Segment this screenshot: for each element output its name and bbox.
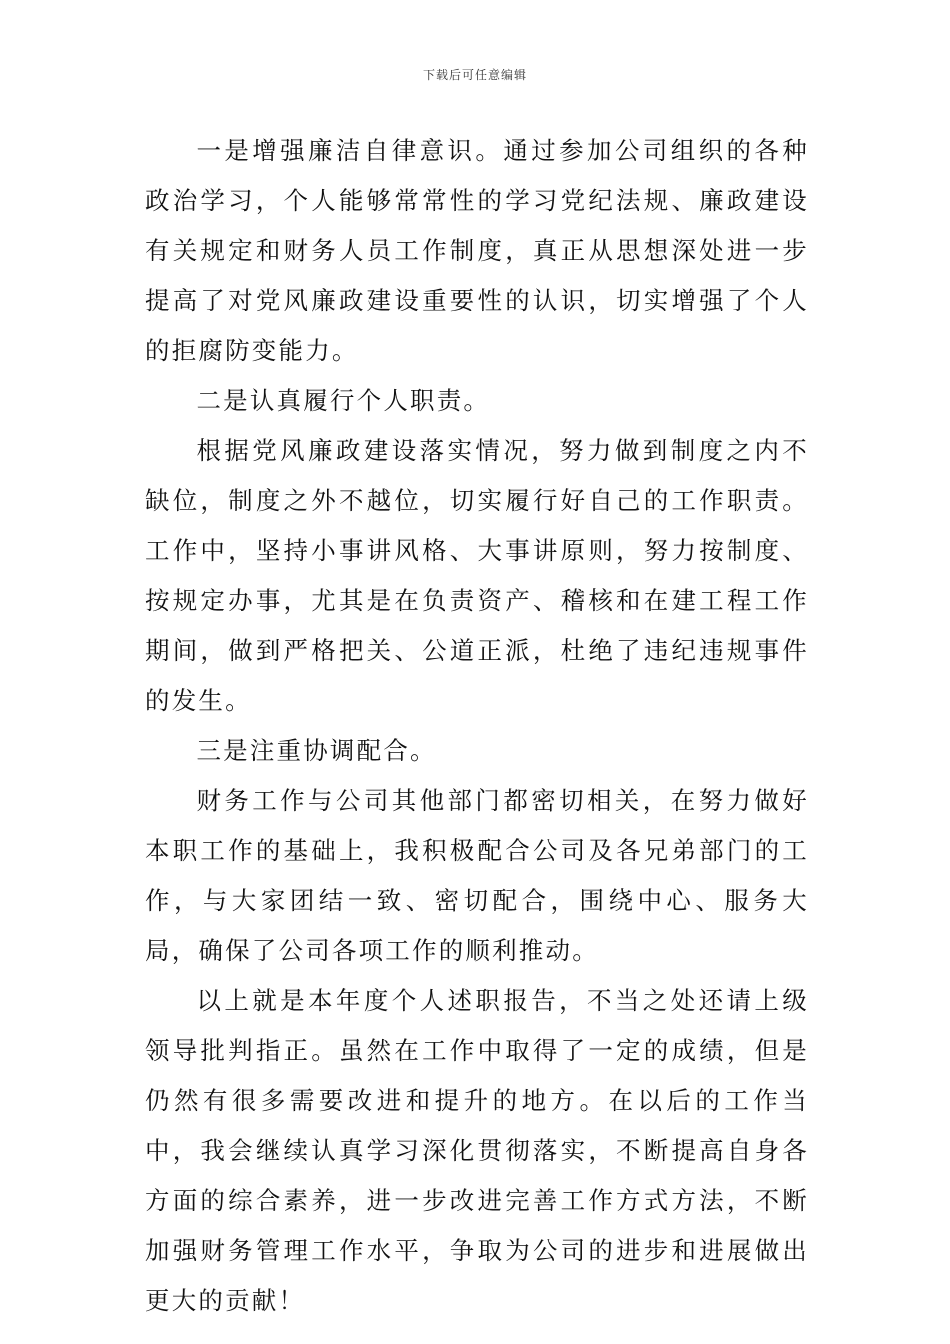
paragraph-integrity-awareness: 一是增强廉洁自律意识。通过参加公司组织的各种政治学习，个人能够常常性的学习党纪法规、廉政建设有关规定和财务人员工作制度，真正从思想深处进一步提高了对党风廉政建设重要性的认识，切实增强了个人的拒腐防变能力。: [145, 136, 809, 365]
paragraph-coordination-detail: 财务工作与公司其他部门都密切相关，在努力做好本职工作的基础上，我积极配合公司及各兄弟部门的工作，与大家团结一致、密切配合，围绕中心、服务大局，确保了公司各项工作的顺利推动。: [145, 786, 809, 965]
document-body: [145, 126, 809, 1326]
paragraph-conclusion: 以上就是本年度个人述职报告，不当之处还请上级领导批判指正。虽然在工作中取得了一定的成绩，但是仍然有很多需要改进和提升的地方。在以后的工作当中，我会继续认真学习深化贯彻落实，不断提高自身各方面的综合素养，进一步改进完善工作方式方法，不断加强财务管理工作水平，争取为公司的进步和进展做出更大的贡献！: [145, 986, 809, 1315]
paragraph-duty-detail: 根据党风廉政建设落实情况，努力做到制度之内不缺位，制度之外不越位，切实履行好自己的工作职责。工作中，坚持小事讲风格、大事讲原则，努力按制度、按规定办事，尤其是在负责资产、稽核和在建工程工作期间，做到严格把关、公道正派，杜绝了违纪违规事件的发生。: [145, 436, 809, 715]
page-header: 下载后可任意编辑: [422, 68, 527, 82]
paragraph-duty-heading: 二是认真履行个人职责。: [196, 386, 491, 415]
paragraph-coordination-heading: 三是注重协调配合。: [196, 736, 437, 765]
